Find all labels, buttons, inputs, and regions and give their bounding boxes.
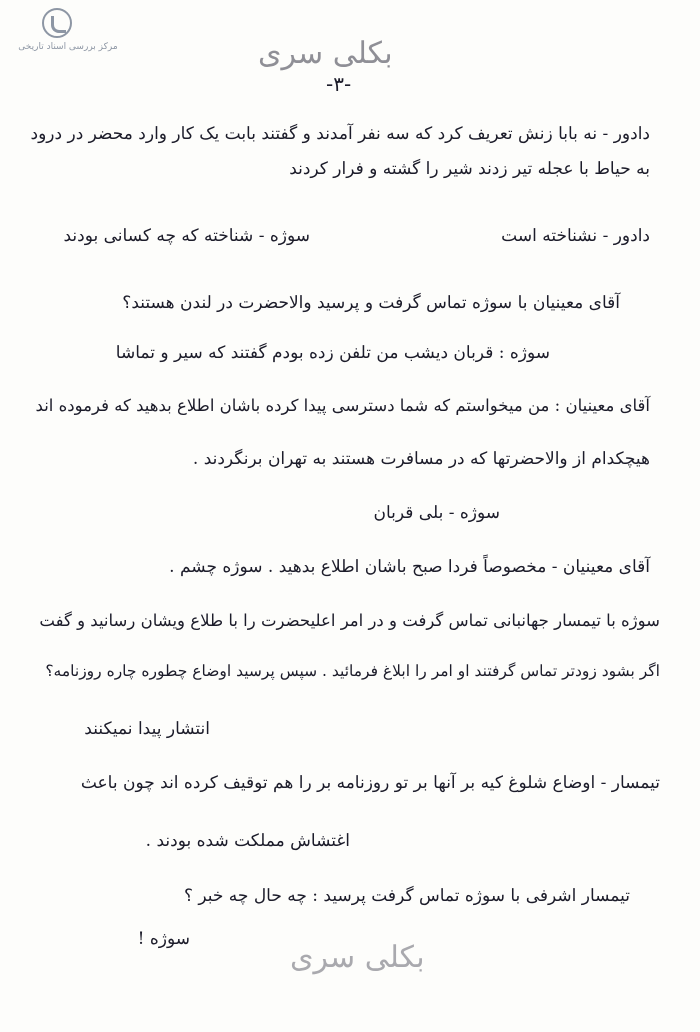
- text-line-1: دادور - نه بابا زنش تعریف کرد که سه نفر آمدند و گفتند بابت یک کار وارد محضر در درود: [30, 124, 650, 144]
- text-line-8: هیچکدام از والاحضرتها که در مسافرت هستند به تهران برنگردند .: [192, 449, 650, 469]
- archive-logo: [8, 8, 128, 58]
- text-line-2: به حیاط با عجله تیر زدند شیر را گشته و فرار کردند: [289, 159, 650, 179]
- text-line-6: سوژه : قربان دیشب من تلفن زده بودم گفتند که سیر و تماشا: [115, 343, 550, 363]
- text-line-16: تیمسار اشرفی با سوژه تماس گرفت پرسید : چه حال چه خبر ؟: [183, 886, 630, 906]
- text-line-14: تیمسار - اوضاع شلوغ کیه بر آنها بر تو روزنامه بر را هم توقیف کرده اند چون باعث: [80, 773, 660, 793]
- text-line-15: اغتشاش مملکت شده بودند .: [145, 831, 350, 851]
- archive-logo-icon: [42, 8, 72, 38]
- text-line-11: سوژه با تیمسار جهانبانی تماس گرفت و در امر اعلیحضرت را با طلاع ویشان رسانید و گفت: [39, 611, 660, 630]
- text-line-9: سوژه - بلی قربان: [373, 503, 500, 523]
- text-line-10: آقای معینیان - مخصوصاً فردا صبح باشان اطلاع بدهید . سوژه چشم .: [169, 557, 650, 577]
- text-line-13: انتشار پیدا نمیکنند: [84, 719, 210, 739]
- text-line-17: سوژه !: [137, 929, 190, 949]
- classification-stamp-top: بکلی سری: [258, 36, 393, 71]
- archive-logo-text: مرکز بررسی اسناد تاریخی: [18, 42, 118, 52]
- page-number: -۳-: [326, 72, 352, 96]
- text-line-4: دادور - نشناخته است: [501, 226, 650, 246]
- text-line-12: اگر بشود زودتر تماس گرفتند او امر را ابلاغ فرمائید . سپس پرسید اوضاع چطوره چاره روزنامه؟: [45, 662, 660, 680]
- classification-stamp-bottom: بکلی سری: [290, 940, 425, 975]
- text-line-5: آقای معینیان با سوژه تماس گرفت و پرسید والاحضرت در لندن هستند؟: [122, 293, 620, 313]
- text-line-7: آقای معینیان : من میخواستم که شما دسترسی پیدا کرده باشان اطلاع بدهید که فرموده اند: [35, 396, 650, 415]
- text-line-3: سوژه - شناخته که چه کسانی بودند: [63, 226, 310, 246]
